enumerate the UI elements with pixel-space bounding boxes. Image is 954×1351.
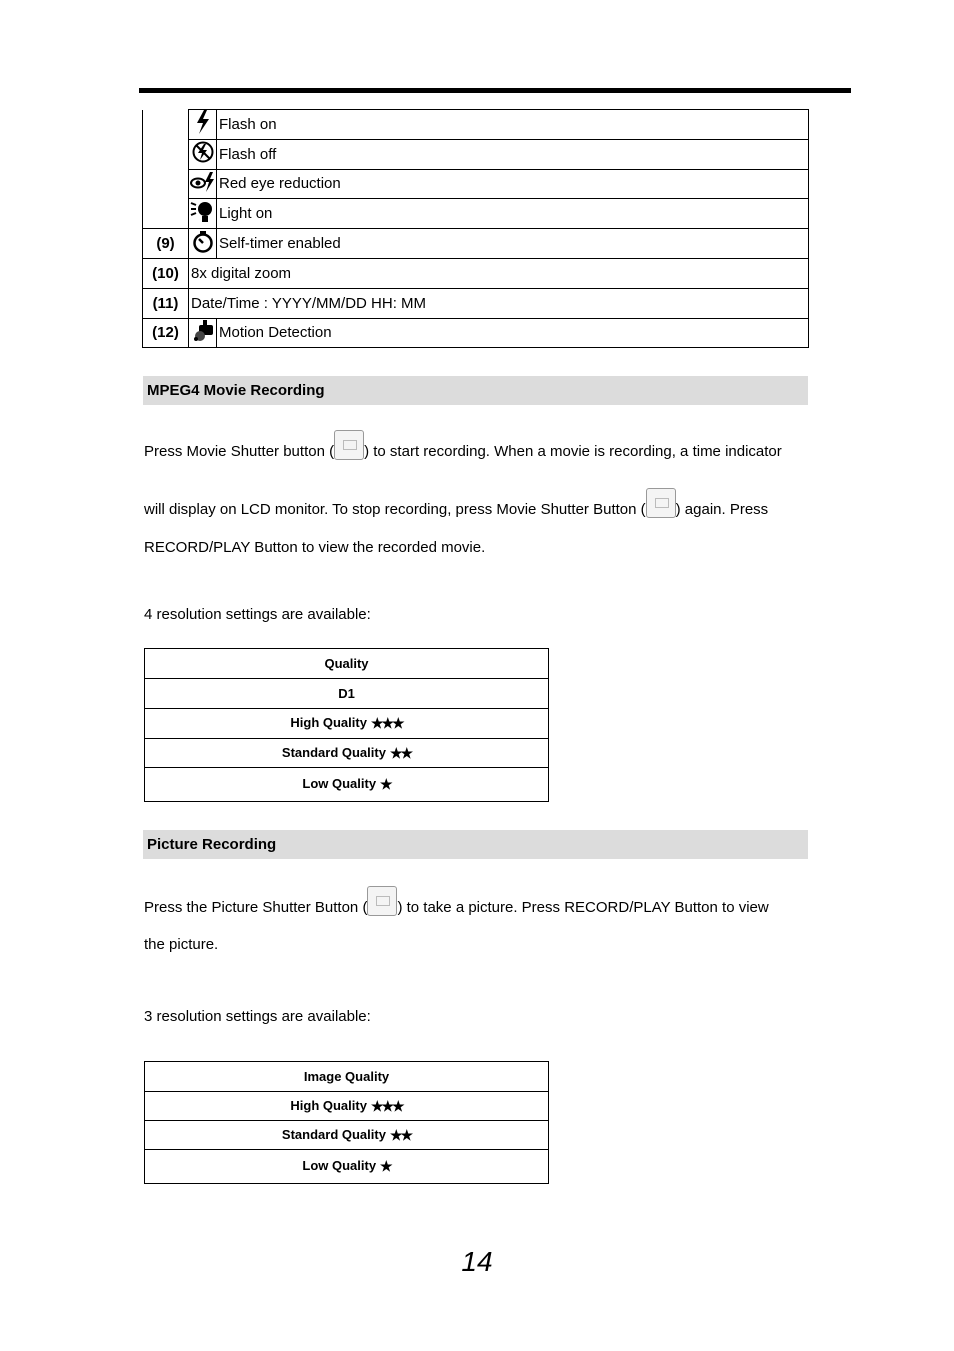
- table-row: [143, 318, 809, 348]
- movie-shutter-button-icon: [334, 430, 364, 460]
- quality-cell: [145, 768, 549, 802]
- star-rating-icon: ★: [380, 776, 391, 792]
- row-label: Motion Detection: [217, 318, 809, 348]
- section-heading-picture: Picture Recording: [143, 830, 808, 859]
- quality-cell: [145, 1092, 549, 1121]
- light-bulb-icon: [189, 199, 217, 229]
- quality-label: Low Quality: [302, 776, 377, 791]
- picture-paragraph-line2: the picture.: [144, 936, 219, 953]
- star-rating-icon: ★★★: [370, 1097, 403, 1114]
- self-timer-icon: [189, 229, 217, 259]
- header-rule: [139, 88, 851, 93]
- icon-legend-table: [142, 109, 809, 348]
- table-row: [145, 739, 549, 768]
- table-row: [143, 110, 809, 140]
- movie-paragraph-line2: [144, 488, 768, 518]
- quality-label: Standard Quality: [281, 744, 386, 760]
- text: ) to start recording. When a movie is recording, a time indicator: [364, 443, 782, 460]
- text: ) again. Press: [675, 501, 769, 518]
- row-number: (11): [143, 288, 189, 318]
- quality-label: Low Quality: [302, 1158, 377, 1173]
- text: will display on LCD monitor. To stop recording, press Movie Shutter Button (: [144, 501, 646, 518]
- star-rating-icon: ★★★: [370, 715, 403, 731]
- picture-quality-table: [144, 1061, 549, 1184]
- star-rating-icon: ★★: [389, 1126, 412, 1143]
- table-row: [145, 649, 549, 679]
- row-label: Flash on: [217, 110, 809, 140]
- row-number: (9): [143, 229, 189, 259]
- quality-cell: [145, 1150, 549, 1184]
- table-row: [143, 139, 809, 169]
- row-number: [143, 169, 189, 199]
- table-row: [145, 1092, 549, 1121]
- row-number: [143, 139, 189, 169]
- motion-detection-icon: [189, 318, 217, 348]
- row-label: Flash off: [217, 139, 809, 169]
- row-number: (10): [143, 258, 189, 288]
- text: Press Movie Shutter button (: [144, 443, 335, 460]
- quality-label: Standard Quality: [281, 1126, 386, 1142]
- star-rating-icon: ★★: [389, 744, 412, 761]
- row-label: Red eye reduction: [217, 169, 809, 199]
- table-row: [143, 288, 809, 318]
- table-row: [145, 768, 549, 802]
- picture-resolution-note: 3 resolution settings are available:: [144, 1008, 371, 1025]
- row-number: [143, 199, 189, 229]
- table-row: [145, 679, 549, 709]
- quality-label: High Quality: [290, 1097, 367, 1113]
- quality-label: D1: [338, 686, 355, 701]
- table-header: Image Quality: [145, 1062, 549, 1092]
- movie-quality-table: [144, 648, 549, 802]
- quality-label: High Quality: [290, 715, 367, 730]
- picture-paragraph-line1: [144, 886, 769, 916]
- flash-off-icon: [189, 139, 217, 169]
- star-rating-icon: ★: [380, 1158, 391, 1174]
- movie-paragraph-line1: [144, 430, 782, 460]
- red-eye-icon: [189, 169, 217, 199]
- text: Press the Picture Shutter Button (: [144, 899, 368, 916]
- row-label: Self-timer enabled: [217, 229, 809, 259]
- quality-cell: [145, 709, 549, 739]
- picture-shutter-button-icon: [367, 886, 397, 916]
- table-row: [143, 169, 809, 199]
- movie-resolution-note: 4 resolution settings are available:: [144, 606, 371, 623]
- row-label: Light on: [217, 199, 809, 229]
- table-row: [145, 709, 549, 739]
- table-header: Quality: [145, 649, 549, 679]
- table-row: [145, 1062, 549, 1092]
- table-row: [143, 258, 809, 288]
- quality-cell: [145, 739, 549, 768]
- table-row: [143, 199, 809, 229]
- table-row: [145, 1150, 549, 1184]
- quality-cell: [145, 679, 549, 709]
- flash-on-icon: [189, 110, 217, 140]
- movie-paragraph-line3: RECORD/PLAY Button to view the recorded movie.: [144, 539, 486, 556]
- row-number: [143, 110, 189, 140]
- text: ) to take a picture. Press RECORD/PLAY Button to view: [397, 899, 769, 916]
- section-heading-movie: MPEG4 Movie Recording: [143, 376, 808, 405]
- table-row: [145, 1121, 549, 1150]
- row-label: 8x digital zoom: [189, 258, 809, 288]
- quality-cell: [145, 1121, 549, 1150]
- row-label: Date/Time : YYYY/MM/DD HH: MM: [189, 288, 809, 318]
- page-number: 14: [461, 1246, 493, 1277]
- table-row: [143, 229, 809, 259]
- row-number: (12): [143, 318, 189, 348]
- movie-shutter-button-icon: [646, 488, 676, 518]
